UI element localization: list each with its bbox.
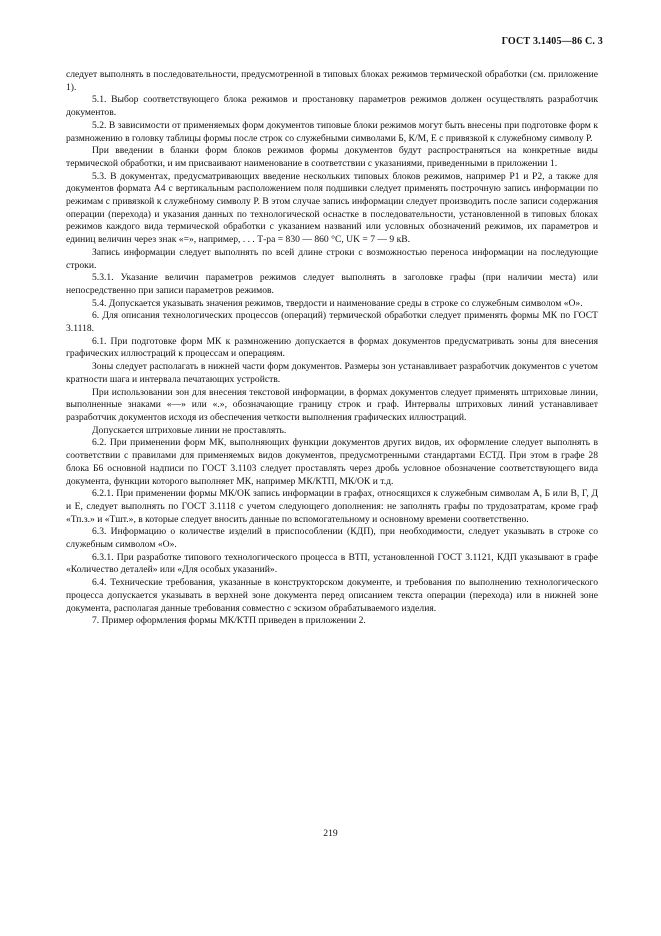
paragraph-6-3-1: 6.3.1. При разработке типового технологического процесса в ВТП, установленной ГОСТ 3.1121, КДП указывают в графе «Количество деталей» или «Для особых указаний». xyxy=(66,551,598,576)
paragraph-6-4: 6.4. Технические требования, указанные в конструкторском документе, и требования по выполнению технологического процесса допускается указывать в верхней зоне документа перед описанием текста операции (перехода) или в нижней зоне документа, располагая данные требования совместно с эскизом обрабатываемого изделия. xyxy=(66,577,598,614)
page-number: 219 xyxy=(323,828,338,839)
paragraph-5-2-note: При введении в бланки форм блоков режимов формы документов будут распространяться на конкретные виды термической обработки, и им присваивают наименование в соответствии с указаниями, приведенными в приложении 1. xyxy=(66,145,598,169)
paragraph-6: 6. Для описания технологических процессов (операций) термической обработки следует применять формы МК по ГОСТ 3.1118. xyxy=(66,310,598,335)
document-header: ГОСТ 3.1405—86 С. 3 xyxy=(501,36,603,47)
paragraph-5-3-1: 5.3.1. Указание величин параметров режимов следует выполнять в заголовке графы (при наличии места) или непосредственно при записи параметров режимов. xyxy=(66,272,598,296)
paragraph-7: 7. Пример оформления формы МК/КТП приведен в приложении 2. xyxy=(92,615,366,627)
paragraph-6-1-zones: Зоны следует располагать в нижней части форм документов. Размеры зон устанавливает разработчик документов с учетом кратности шага и интервала печатающих устройств. xyxy=(66,361,598,385)
paragraph-5-3-note: Запись информации следует выполнять по всей длине строки с возможностью переноса информации на последующие строки. xyxy=(66,246,598,271)
paragraph-5-4: 5.4. Допускается указывать значения режимов, твердости и наименование среды в строке со служебным символом «О». xyxy=(92,297,583,309)
paragraph-5-1: 5.1. Выбор соответствующего блока режимов и простановку параметров режимов должен осуществлять разработчик документов. xyxy=(66,94,598,119)
paragraph-continuation: следует выполнять в последовательности, предусмотренной в типовых блоках режимов термической обработки (см. приложение 1). xyxy=(66,69,598,93)
paragraph-6-2: 6.2. При применении форм МК, выполняющих функции документов других видов, их оформление следует выполнять в соответствии с правилами для применяемых видов документов, предусмотренными стандартами ЕСТД. При этом в графе 28 блока Б6 основной надписи по ГОСТ 3.1103 следует проставлять через дробь условное обозначение соответствующего вида документа, функции которого выполняет МК, например МК/КТП, МК/ОК и т.д. xyxy=(66,437,598,487)
paragraph-6-3: 6.3. Информацию о количестве изделий в приспособлении (КДП), при необходимости, следует указывать в строке со служебным символом «О». xyxy=(66,526,598,551)
paragraph-6-2-1: 6.2.1. При применении формы МК/ОК запись информации в графах, относящихся к служебным символам А, Б или В, Г, Д и Е, следует выполнять по ГОСТ 3.1118 с учетом следующего дополнения: не заполнять графы по трудозатратам, кроме граф «Тп.з.» и «Тшт.», в которые следует вносить данные по вспомогательному и основному времени соответственно. xyxy=(66,488,598,525)
paragraph-6-1: 6.1. При подготовке форм МК к размножению допускается в формах документов предусматривать зоны для внесения графических иллюстраций к процессам и операциям. xyxy=(66,335,598,360)
document-body xyxy=(66,69,598,628)
paragraph-5-3: 5.3. В документах, предусматривающих введение нескольких типовых блоков режимов, например Р1 и Р2, а также для документов формата А4 с вертикальным расположением поля подшивки следует применять построчную запись информации по режимам с привязкой к служебному символу Р. В этом случае запись информации следует производить после записи содержания операции (перехода) и указания данных по технологической оснастке в последовательности, установленной в типовых блоках режимов каждого вида термической обработки с указанием названий или условных обозначений режимов, их параметров и единиц величин через знак «=», например, . . . Т-ра = 830 — 860 °С, UK = 7 — 9 кВ. xyxy=(66,170,598,246)
paragraph-6-1-dashes: При использовании зон для внесения текстовой информации, в формах документов следует применять штриховые линии, выполненные знаками «—» или «.», обозначающие границу строк и граф. Интервалы штриховых линий устанавливает разработчик документов исходя из обеспечения четкости выполнения графических иллюстраций. xyxy=(66,386,598,423)
paragraph-5-2: 5.2. В зависимости от применяемых форм документов типовые блоки режимов могут быть внесены при подготовке форм к размножению в головку таблицы формы после строк со служебными символами Б, К/М, Е с привязкой к служебному символу Р. xyxy=(66,119,598,144)
paragraph-6-1-optional: Допускается штриховые линии не проставлять. xyxy=(92,424,287,436)
